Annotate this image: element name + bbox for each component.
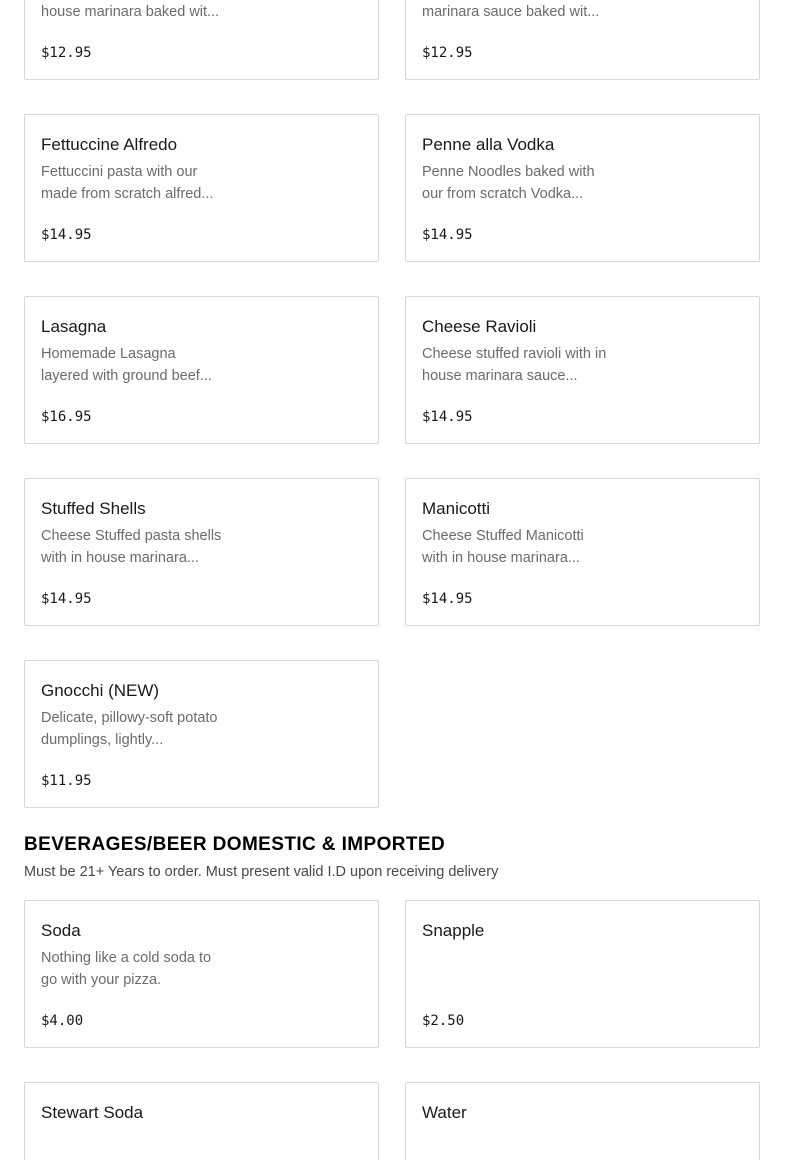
item-description: Penne Noodles baked with our from scratch Vodka...: [422, 164, 595, 202]
item-price: $4.00: [41, 1013, 84, 1029]
item-description: Cheese stuffed ravioli with in house marinara sauce...: [422, 346, 607, 384]
item-name: Gnocchi (NEW): [41, 681, 160, 700]
item-price: $2.50: [422, 1013, 465, 1029]
item-price: $12.95: [41, 45, 92, 61]
item-name: Manicotti: [422, 499, 491, 518]
item-price: $16.95: [41, 409, 92, 425]
item-price: $12.95: [422, 45, 473, 61]
item-price: $14.95: [41, 227, 92, 243]
item-price: $14.95: [422, 591, 473, 607]
menu-item-card[interactable]: [405, 296, 760, 444]
item-name: Stuffed Shells: [41, 499, 146, 518]
menu-item-card[interactable]: [24, 0, 379, 80]
item-name: Penne alla Vodka: [422, 135, 555, 154]
item-name: Cheese Ravioli: [422, 317, 537, 336]
menu-item-card[interactable]: [24, 478, 379, 626]
item-price: $11.95: [41, 773, 92, 789]
item-name: Stewart Soda: [41, 1103, 144, 1122]
menu-item-card[interactable]: [24, 114, 379, 262]
item-description: Homemade Lasagna layered with ground beef...: [41, 346, 212, 384]
menu-item-card[interactable]: [405, 900, 760, 1048]
item-description: marinara sauce baked wit...: [422, 4, 600, 20]
item-description: Cheese Stuffed Manicotti with in house marinara...: [422, 528, 584, 566]
menu-item-card[interactable]: [405, 1082, 760, 1160]
item-name: Water: [422, 1103, 467, 1122]
menu-item-card[interactable]: [24, 900, 379, 1048]
section-title: BEVERAGES/BEER DOMESTIC & IMPORTED: [24, 834, 446, 855]
item-description: Delicate, pillowy-soft potato dumplings, lightly...: [41, 710, 218, 748]
item-description: Fettuccini pasta with our made from scratch alfred...: [41, 164, 214, 202]
item-description: Cheese Stuffed pasta shells with in house marinara...: [41, 528, 222, 566]
item-name: Soda: [41, 921, 81, 940]
item-price: $14.95: [422, 227, 473, 243]
menu-item-card[interactable]: [405, 0, 760, 80]
item-price: $14.95: [422, 409, 473, 425]
menu-item-card[interactable]: [24, 660, 379, 808]
item-description: Nothing like a cold soda to go with your pizza.: [41, 950, 212, 988]
item-name: Lasagna: [41, 317, 107, 336]
menu-item-card[interactable]: [405, 114, 760, 262]
item-name: Snapple: [422, 921, 485, 940]
item-name: Fettuccine Alfredo: [41, 135, 178, 154]
item-description: house marinara baked wit...: [41, 4, 220, 20]
menu-item-card[interactable]: [24, 296, 379, 444]
item-price: $14.95: [41, 591, 92, 607]
menu-item-card[interactable]: [405, 478, 760, 626]
menu-item-card[interactable]: [24, 1082, 379, 1160]
section-subtitle: Must be 21+ Years to order. Must present valid I.D upon receiving delivery: [24, 864, 499, 880]
